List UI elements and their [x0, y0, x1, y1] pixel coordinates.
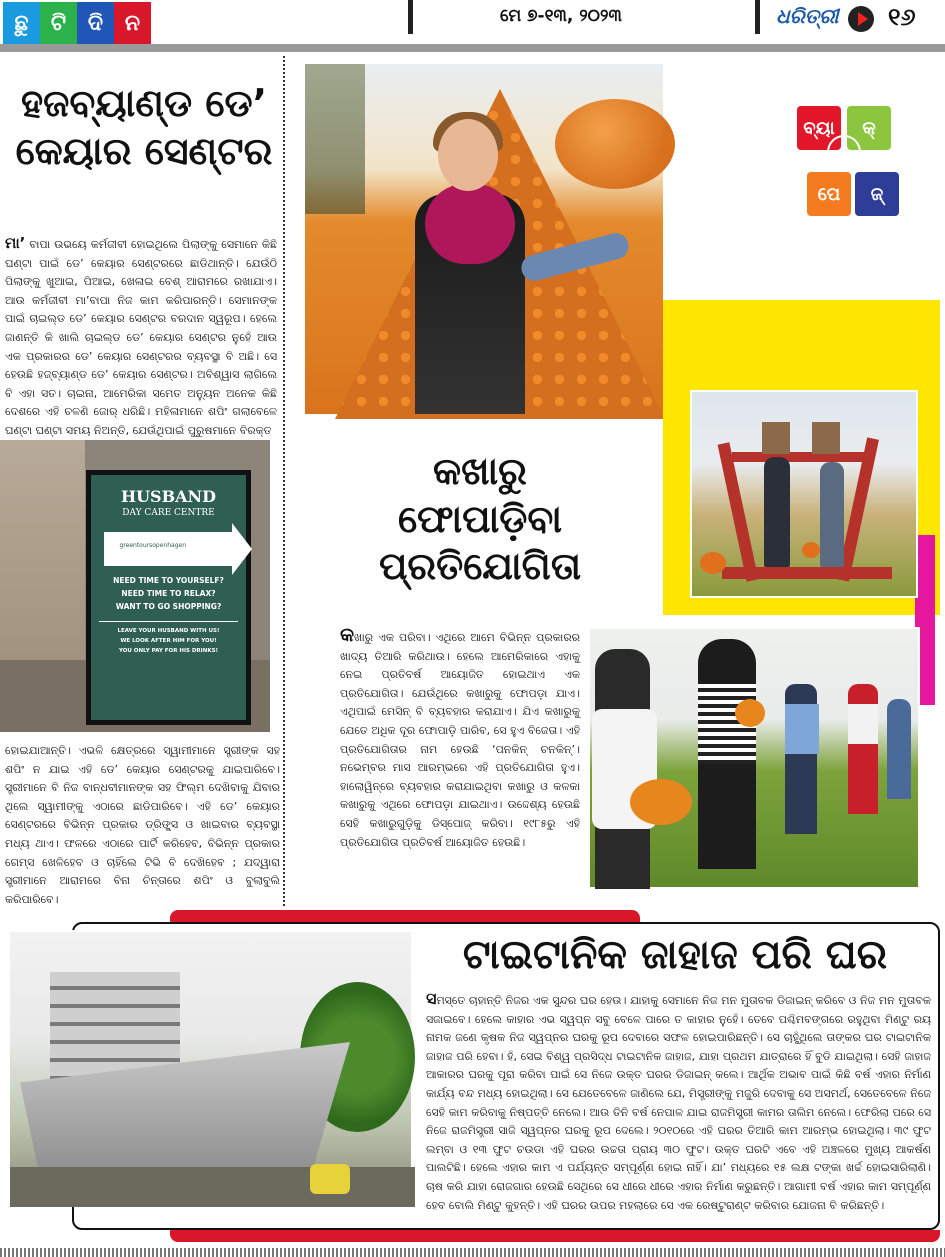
decorative-red-bar — [170, 1230, 940, 1242]
ship-house-photo — [8, 930, 413, 1202]
back-page-badge-tile: ପେ — [807, 172, 851, 216]
sign-question: NEED TIME TO RELAX? — [121, 589, 216, 598]
pumpkin-article-body — [340, 626, 580, 888]
section-logo-letter-2: ଟି — [40, 2, 77, 44]
sign-title: HUSBAND — [120, 487, 217, 506]
sign-fine-print — [99, 621, 238, 656]
arrow-icon — [104, 532, 234, 566]
column-divider — [283, 56, 285, 906]
pumpkin-toss-photo — [305, 64, 663, 414]
sign-question: WANT TO GO SHOPPING? — [115, 602, 222, 611]
husband-article-body-part1 — [5, 234, 277, 437]
child-figure — [887, 699, 911, 799]
back-page-badge-tile: କ୍ — [847, 106, 891, 150]
pumpkin — [735, 699, 765, 727]
body-text: ମସ୍ତେ ଚାହାନ୍ତି ନିଜର ଏକ ସୁନ୍ଦର ଘର ହେଉ। ଯାହାକୁ ସେମାନେ ନିଜ ମନ ମୁତାବକ ଡିଜାଇନ୍ କରିବେ ଓ ନିଜ ମନ ମୁତାବକ ସଜାଇବେ। ହେଲେ କାହାର ଏଭ ସ୍ୱପ୍ନ ସବୁ ବେଳେ ପାରେ ତ କାହାର ନୁହେଁ। ତେବେ ପଶ୍ଚିମବଙ୍ଗରେ ରହୁଥିବା ମିଣ୍ଟୁ ରୟ ନାମକ ଜଣେ କୃଷକ ନିଜ ସ୍ୱପ୍ନର ଘରକୁ ରୂପ ଦେବାରେ ସଫଳ ହୋଇପାରିଛନ୍ତି। ସେ ଚାହୁଁଥିଲେ ତାଙ୍କର ଘର ଟାଇଟାନିକ ଜାହାଜ ପରି ହେବା। ହଁ, ସେଇ ବିଶ୍ୱ ପ୍ରସିଦ୍ଧ ଟାଇଟାନିକ ଜାହାଜ, ଯାହା ପ୍ରଥମ ଯାତ୍ରାରେ ହିଁ ବୁଡି ଯାଇଥିଲା। ସେହି ଜାହାଜ ଆକାରର ଘରକୁ ପୂରା କରିବା ପାଇଁ ସେ ନିଜେ ଉକ୍ତ ଘରର ଡିଜାଇନ୍ କଲେ। ଆର୍ଥିକ ଅଭାବ ପାଇଁ କିଛି ବର୍ଷ ଏହାର ନିର୍ମାଣ କାର୍ଯ୍ୟ ବନ୍ଦ ମଧ୍ୟ ହୋଇଥିଲା। ସେ ଯେତେବେଳେ ଜାଣିଲେ ଯେ, ମିସ୍ତ୍ରୀଙ୍କୁ ମଜୁରି ଦେବାକୁ ସେ ଅସମର୍ଥ, ସେତେବେଳେ ନିଜେ ସେହି କାମ କରିବାକୁ ନିଷ୍ପତ୍ତି ନେଲେ। ଆଉ ତିନି ବର୍ଷ ନେପାଳ ଯାଇ ରାଜମିସ୍ତ୍ରୀ କାମର ତାଲିମ ନେଲେ। ଫେରିଲା ପରେ ସେ ନିଜେ ରାଜମିସ୍ତ୍ରୀ ସାଜି ସ୍ୱପ୍ନର ଘରକୁ ରୂପ ଦେଲେ। ୨୦୧୦ରେ ଏହି ଘରର ତିଆରି କାମ ଆରମ୍ଭ ହୋଇଥିଲା। ୩୯ ଫୁଟ ଲମ୍ବା ଓ ୧୩ ଫୁଟ ଚଉଡା ଏହି ଘରର ଉଚ୍ଚତା ପ୍ରାୟ ୩୦ ଫୁଟ। ଉକ୍ତ ଘରଟି ଏବେ ଏହି ଅଞ୍ଚଳରେ ମୁଖ୍ୟ ଆକର୍ଷଣ ପାଲଟିଛି। ହେଲେ ଏହାର କାମ ଏ ପର୍ଯ୍ୟନ୍ତ ସମ୍ପୂର୍ଣ୍ଣ ହୋଇ ନାହିଁ। ଯା’ ମଧ୍ୟରେ ୧୫ ଲକ୍ଷ ଟଙ୍କା ଖର୍ଚ୍ଚ ହୋଇସାରିଲାଣି। ଚାଷ କରି ଯାହା ରୋଜଗାର ହେଉଛି ସେଥିରେ ସେ ଧୀରେ ଧୀରେ ଏହାର ନିର୍ମାଣ କରୁଛନ୍ତି। ଆଗାମୀ ବର୍ଷ ଏହାର କାମ ସମ୍ପୂର୍ଣ୍ଣ ହେବ ବୋଲି ମିଣ୍ଟୁ କୁହନ୍ତି। ଏହି ଘରର ଉପର ମହଲାରେ ସେ ଏକ ରେଷ୍ଟୁରାଣ୍ଟ କରିବାର ଯୋଜନା ବି କରିଛନ୍ତି। — [426, 994, 931, 1212]
catapult-weight — [812, 422, 840, 454]
sign-url: greentoursopenhagen — [119, 542, 187, 549]
newspaper-logo: ଧରିତ୍ରୀ — [776, 4, 839, 28]
pumpkin — [802, 542, 820, 558]
titanic-article-body — [426, 990, 931, 1222]
sign-question: NEED TIME TO YOURSELF? — [113, 576, 224, 585]
person — [764, 457, 790, 567]
section-logo-letter-1: ଛୁ — [3, 2, 40, 44]
pumpkin — [630, 779, 692, 825]
play-icon — [848, 6, 874, 32]
body-text: ଖାରୁ ଏକ ପରିବା। ଏଥିରେ ଆମେ ବିଭିନ୍ନ ପ୍ରକାରର ଖାଦ୍ୟ ତିଆରି କରିଥାଉ। ହେଲେ ଆମେରିକାରେ ଏହାକୁ ନେଇ ପ୍ରତିବର୍ଷ ଆୟୋଜିତ ହୋଇଥାଏ ଏକ ପ୍ରତିଯୋଗିତା। ଯେଉଁଥିରେ କଖାରୁକୁ ଫୋପଡ଼ା ଯାଏ। ଏଥିପାଇଁ ମେସିନ୍ ବି ବ୍ୟବହାର କରାଯାଏ। ଯିଏ କଖାରୁକୁ ଯେତେ ଅଧିକ ଦୂର ଫୋପାଡ଼ି ପାରିବ, ସେ ହୁଏ ବିଜେତା। ଏହି ପ୍ରତିଯୋଗିତାର ନାମ ହେଉଛି ‘ପନକିନ୍ ଚନକିନ୍’। ନଭେମ୍ବର ମାସ ଆରମ୍ଭରେ ଏହି ପ୍ରତିଯୋଗିତା ହୁଏ। ହାଲୋୱିନ୍‌ରେ ବ୍ୟବହାର କରାଯାଇଥିବା କଖାରୁ ଓ କଳକା କଖାରୁକୁ ଏଥିରେ ଫୋପଡ଼ା ଯାଇଥାଏ। ଉଦ୍ଦେଶ୍ୟ ହେଉଛି ସେହି କଖାରୁଗୁଡ଼ିକୁ ଡିସ୍‌ପୋଜ୍ କରିବା। ୧୯୮୫ରୁ ଏହି ପ୍ରତିଯୋଗିତା ପ୍ରତିବର୍ଷ ଆୟୋଜିତ ହେଉଛି। — [340, 631, 580, 849]
husband-day-care-photo — [0, 440, 270, 732]
body-text: ବାପା ଉଭୟେ କର୍ମଜୀବୀ ହୋଇଥିଲେ ପିଲାଙ୍କୁ ସେମାନେ କିଛି ଘଣ୍ଟା ପାଇଁ ଡେ’ କେୟାର ସେଣ୍ଟରରେ ଛାଡିଥାନ୍ତି। ଯେଉଁଠି ପିଲାଙ୍କୁ ଖୁଆଇ, ପିଆଇ, ଖେଳାଇ ବେଶ୍ ଆରାମରେ ରଖାଯାଏ। ଆଉ କର୍ମଜୀବୀ ମା’ବାପା ନିଜ କାମ କରିପାରନ୍ତି। ସେମାନଙ୍କ ପାଇଁ ଚାଇଲ୍ଡ ଡେ’ କେୟାର ସେଣ୍ଟର ବରଦାନ ସ୍ୱରୂପ। ହେଲେ ଜାଣନ୍ତି କି ଖାଲି ଚାଇଲ୍ଡ ଡେ’ କେୟାର ସେଣ୍ଟର ନୁହେଁ ଆଉ ଏକ ପ୍ରକାରର ଡେ’ କେୟାର ସେଣ୍ଟରର ବ୍ୟବସ୍ଥା ବି ଅଛି। ସେ ହେଉଛି ହଜ୍‌ବ୍ୟାଣ୍ଡ ଡେ’ କେୟାର ସେଣ୍ଟର। ଅବିଶ୍ୱାସ ଲାଗିଲେ ବି ଏହା ସତ। ଚାଇନା, ଆମେରିକା ସମେତ ଅନ୍ୟୁନ ଅନେକ କିଛି ଦେଶରେ ଏହି ଚଳଣି ଜୋର୍ ଧରିଛି। ମହିଳାମାନେ ଶପିଂ ଗଲାବେଳେ ଘଣ୍ଟା ଘଣ୍ଟା ସମୟ ନିଅନ୍ତି, ଯେଉଁଥିପାଇଁ ପୁରୁଷମାନେ ବିରକ୍ତ — [5, 238, 277, 437]
husband-article-body-part2: ହୋଇଯାଆନ୍ତି। ଏଭଳି କ୍ଷେତ୍ରରେ ସ୍ୱାମୀମାନେ ସ୍ତ୍ରୀଙ୍କ ସହ ଶପିଂ ନ ଯାଇ ଏହି ଡେ’ କେୟାର ସେଣ୍ଟରକୁ ଯାଇପାରିବେ। ସ୍ତ୍ରୀମାନେ ବି ନିଜ ବାନ୍ଧବୀମାନଙ୍କ ସହ ଫିଲ୍ମ ଦେଖିବାକୁ ଯିବାର ଥିଲେ ସ୍ୱାମୀଙ୍କୁ ଏଠାରେ ଛାଡିପାରିବେ। ଏହି ଡେ’ କେୟାର ସେଣ୍ଟରରେ ବିଭିନ୍ନ ପ୍ରକାର ଡ୍ରିଙ୍କ୍ସ ଓ ଖାଇବାର ବ୍ୟବସ୍ଥା ମଧ୍ୟ ଥାଏ। ଫଳରେ ଏଠାରେ ପାର୍ଟି କରିହେବ, ବିଭିନ୍ନ ପ୍ରକାର ଗେମ୍ସ ଖେଳିହେବ ଓ ଚାହିଁଲେ ଟିଭି ବି ଦେଖିହେବ ; ଯଦ୍ୱାରା ସ୍ତ୍ରୀମାନେ ଆରାମରେ ବିନା ଚିନ୍ତାରେ ଶପିଂ ଓ ବୁଲାବୁଲି କରିପାରିବେ। — [5, 744, 280, 906]
catapult-weight — [762, 422, 790, 454]
title-line: କଖାରୁ — [433, 449, 527, 493]
pumpkin — [700, 552, 726, 574]
back-page-badge-tile: ବ୍ୟା — [797, 106, 841, 150]
page-number: ୧୬ — [888, 3, 916, 31]
husband-article-title: ହଜବ୍ୟାଣ୍ଡ ଡେ’ କେୟାର ସେଣ୍ଟର — [15, 81, 273, 173]
header-rule — [0, 44, 945, 52]
drop-cap: କ — [340, 624, 355, 646]
sign-line: LEAVE YOUR HUSBAND WITH US! — [117, 628, 220, 634]
title-line: ଫୋପାଡ଼ିବା — [397, 496, 562, 541]
pumpkin-article-title — [310, 448, 650, 591]
woman-face — [438, 119, 498, 191]
issue-date: ମେ ୭-୧୩, ୨୦୨୩ — [500, 6, 622, 26]
sacks — [310, 1164, 350, 1194]
woman-scarf — [425, 184, 515, 264]
drop-cap: ସ — [426, 989, 437, 1008]
sign-line: YOU ONLY PAY FOR HIS DRINKS! — [118, 648, 219, 654]
badge-ring — [827, 135, 861, 169]
titanic-article-title: ଟାଇଟାନିକ ଜାହାଜ ପରି ଘର — [462, 932, 888, 978]
sign-line: WE LOOK AFTER HIM FOR YOU! — [120, 638, 217, 644]
sign-questions — [91, 574, 246, 613]
header-divider — [755, 0, 760, 34]
boy-shirt — [848, 704, 878, 744]
photo-ground — [10, 1167, 415, 1207]
header-divider — [408, 0, 413, 34]
footer-rule — [0, 1248, 945, 1257]
title-line: ପ୍ରତିଯୋଗିତା — [378, 544, 582, 588]
section-logo-letter-3: ଦି — [77, 2, 114, 44]
drop-cap: ମା’ — [5, 234, 26, 252]
boy-shirt — [785, 704, 819, 754]
section-logo-letter-4: ନ — [114, 2, 151, 44]
catapult-base — [722, 567, 892, 579]
kids-pumpkin-photo — [588, 627, 920, 889]
husband-sign-board — [86, 470, 251, 725]
back-page-badge-tile: ଜ୍ — [855, 172, 899, 216]
person — [820, 462, 844, 567]
catapult-photo — [690, 390, 918, 598]
flying-pumpkin — [555, 99, 675, 189]
photo-tree — [305, 64, 365, 214]
sign-subtitle: DAY CARE CENTRE — [122, 508, 215, 518]
catapult-beam — [732, 452, 872, 462]
